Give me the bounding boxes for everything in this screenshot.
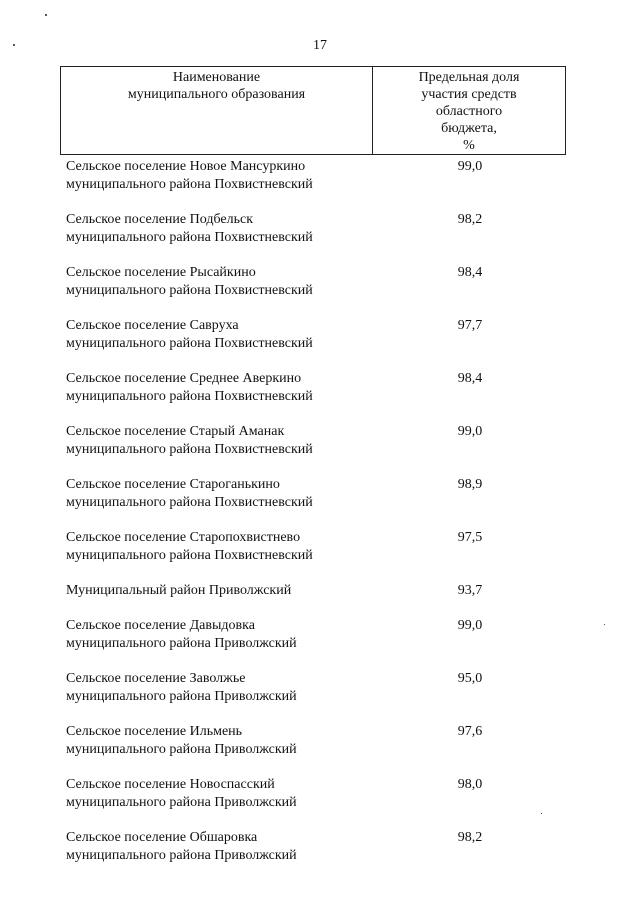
table-row	[66, 776, 566, 829]
header-value-line: %	[463, 138, 475, 153]
header-name-line: Наименование	[172, 70, 261, 85]
share-value: 95,0	[457, 671, 483, 686]
municipality-name	[66, 370, 406, 423]
header-name-line: муниципального образования	[127, 87, 306, 102]
name-line-1: Сельское поселение Старопохвистнево	[66, 530, 301, 545]
share-value: 98,9	[457, 477, 483, 492]
municipality-name	[66, 670, 406, 723]
municipality-name	[66, 264, 406, 317]
name-line-1: Сельское поселение Новое Мансуркино	[66, 159, 306, 174]
share-value: 98,2	[457, 212, 483, 227]
scan-speck	[13, 44, 15, 46]
header-value-line: Предельная доля	[418, 70, 520, 85]
name-line-1: Сельское поселение Савруха	[66, 318, 239, 333]
page-number: 17	[313, 38, 327, 53]
share-value: 97,7	[457, 318, 483, 333]
name-line-1: Сельское поселение Новоспасский	[66, 777, 275, 792]
header-value-line: областного	[435, 104, 503, 119]
share-value: 98,0	[457, 777, 483, 792]
municipality-name	[66, 829, 406, 882]
header-value-line: участия средств	[421, 87, 517, 102]
name-line-2: муниципального района Похвистневский	[66, 177, 313, 192]
table-row	[66, 211, 566, 264]
table-row	[66, 670, 566, 723]
table-row	[66, 158, 566, 211]
scan-speck	[604, 624, 605, 625]
share-value: 93,7	[457, 583, 483, 598]
municipality-name	[66, 211, 406, 264]
name-line-2: муниципального района Похвистневский	[66, 495, 313, 510]
share-value: 99,0	[457, 618, 483, 633]
name-line-2: муниципального района Приволжский	[66, 795, 297, 810]
municipality-name	[66, 617, 406, 670]
name-line-1: Сельское поселение Рысайкино	[66, 265, 256, 280]
share-value: 98,4	[457, 265, 483, 280]
table-row	[66, 529, 566, 582]
share-value: 99,0	[457, 159, 483, 174]
name-line-2: муниципального района Похвистневский	[66, 442, 313, 457]
name-line-2: муниципального района Приволжский	[66, 848, 297, 863]
name-line-1: Сельское поселение Старый Аманак	[66, 424, 285, 439]
table-row	[66, 370, 566, 423]
table-row	[66, 317, 566, 370]
name-line-1: Сельское поселение Подбельск	[66, 212, 253, 227]
name-line-1: Сельское поселение Среднее Аверкино	[66, 371, 302, 386]
table-row	[66, 617, 566, 670]
scan-speck	[541, 813, 542, 814]
name-line-1: Сельское поселение Давыдовка	[66, 618, 255, 633]
name-line-2: муниципального района Похвистневский	[66, 548, 313, 563]
municipality-name	[66, 158, 406, 211]
name-line-1: Сельское поселение Староганькино	[66, 477, 280, 492]
table-row	[66, 723, 566, 776]
table-row	[66, 476, 566, 529]
name-line-2: муниципального района Похвистневский	[66, 283, 313, 298]
name-line-2: муниципального района Приволжский	[66, 636, 297, 651]
municipality-name	[66, 529, 406, 582]
share-value: 97,5	[457, 530, 483, 545]
table-body	[66, 158, 566, 882]
municipality-name	[66, 423, 406, 476]
municipality-name	[66, 582, 406, 617]
name-line-1: Сельское поселение Обшаровка	[66, 830, 258, 845]
name-line-2: муниципального района Приволжский	[66, 742, 297, 757]
name-line-2: муниципального района Приволжский	[66, 689, 297, 704]
name-line-2: муниципального района Похвистневский	[66, 336, 313, 351]
table-row	[66, 829, 566, 882]
header-value-column	[373, 67, 565, 154]
municipality-name	[66, 723, 406, 776]
share-value: 97,6	[457, 724, 483, 739]
name-line-1: Сельское поселение Заволжье	[66, 671, 246, 686]
table-row	[66, 264, 566, 317]
scan-speck	[45, 14, 47, 16]
header-name-column	[61, 67, 373, 154]
municipality-name	[66, 317, 406, 370]
table-row	[66, 582, 566, 617]
header-value-line: бюджета,	[441, 121, 497, 136]
share-value: 98,4	[457, 371, 483, 386]
name-line-1: Муниципальный район Приволжский	[66, 583, 292, 598]
share-value: 99,0	[457, 424, 483, 439]
name-line-2: муниципального района Похвистневский	[66, 230, 313, 245]
municipality-name	[66, 476, 406, 529]
municipality-name	[66, 776, 406, 829]
share-value: 98,2	[457, 830, 483, 845]
table-row	[66, 423, 566, 476]
name-line-1: Сельское поселение Ильмень	[66, 724, 243, 739]
table-header	[60, 66, 566, 155]
name-line-2: муниципального района Похвистневский	[66, 389, 313, 404]
